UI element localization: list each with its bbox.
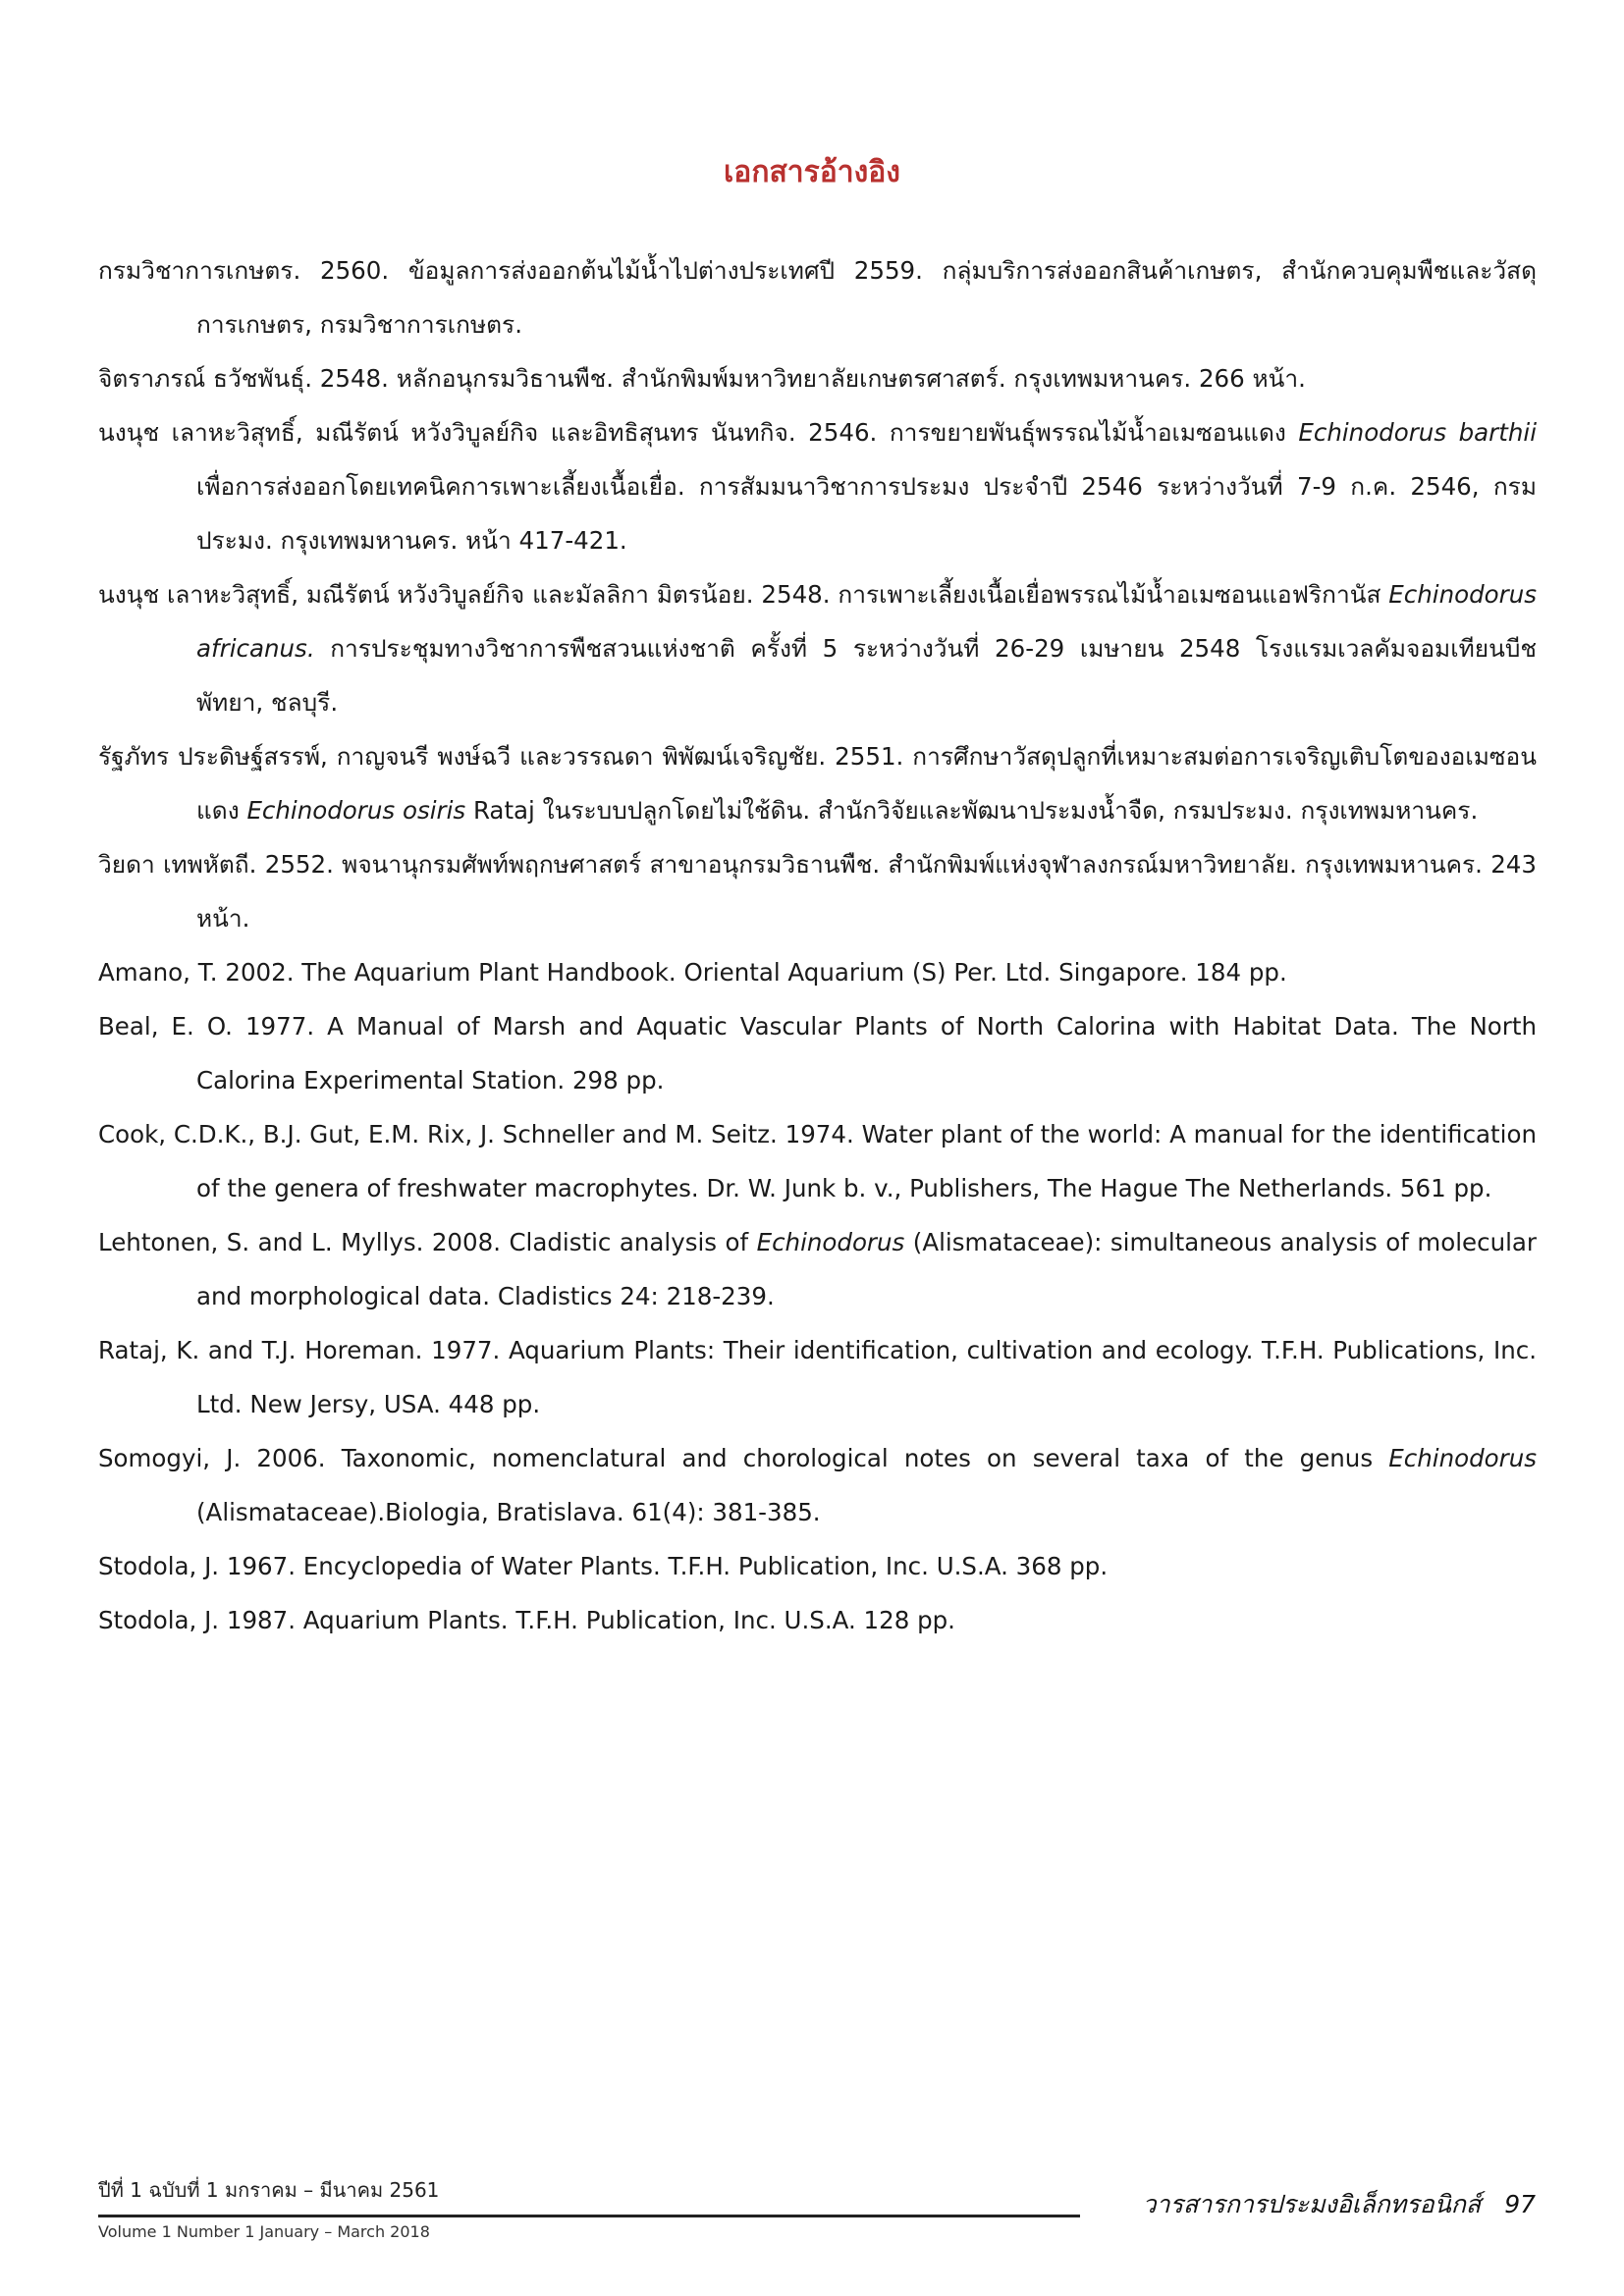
reference-list — [98, 243, 1537, 1647]
journal-name: วารสารการประมงอิเล็กทรอนิกส์ — [1142, 2190, 1482, 2218]
footer-journal — [1143, 2185, 1536, 2224]
reference-item: จิตราภรณ์ ธวัชพันธุ์. 2548. หลักอนุกรมวิธานพืช. สำนักพิมพ์มหาวิทยาลัยเกษตรศาสตร์. กรุงเทพมหานคร. 266 หน้า. — [98, 364, 1306, 393]
reference-item: Amano, T. 2002. The Aquarium Plant Handbook. Oriental Aquarium (S) Per. Ltd. Singapore. 184 pp. — [98, 958, 1287, 987]
reference-item: Cook, C.D.K., B.J. Gut, E.M. Rix, J. Schneller and M. Seitz. 1974. Water plant of the world: A manual for the identification of the genera of freshwater macrophytes. Dr. W. Junk b. v., Publishers, The Hague The Netherlands. 561 pp. — [98, 1120, 1537, 1202]
reference-item: นงนุช เลาหะวิสุทธิ์, มณีรัตน์ หวังวิบูลย์กิจ และมัลลิกา มิตรน้อย. 2548. การเพาะเลี้ยงเนื้อเยื่อพรรณไม้น้ำอเมซอนแอฟริกานัส Echinodorus africanus. การประชุมทางวิชาการพืชสวนแห่งชาติ ครั้งที่ 5 ระหว่างวันที่ 26-29 เมษายน 2548 โรงแรมเวลคัมจอมเทียนบีช พัทยา, ชลบุรี. — [98, 580, 1537, 717]
reference-item: Lehtonen, S. and L. Myllys. 2008. Cladistic analysis of Echinodorus (Alismataceae): simultaneous analysis of molecular and morphological data. Cladistics 24: 218-239. — [98, 1228, 1537, 1310]
reference-item: Stodola, J. 1967. Encyclopedia of Water Plants. T.F.H. Publication, Inc. U.S.A. 368 pp. — [98, 1552, 1109, 1580]
page-number: 97 — [1504, 2190, 1536, 2218]
reference-item: Somogyi, J. 2006. Taxonomic, nomenclatural and chorological notes on several taxa of the genus Echinodorus (Alismataceae).Biologia, Bratislava. 61(4): 381-385. — [98, 1444, 1537, 1526]
reference-item: Stodola, J. 1987. Aquarium Plants. T.F.H. Publication, Inc. U.S.A. 128 pp. — [98, 1606, 955, 1634]
reference-item: นงนุช เลาหะวิสุทธิ์, มณีรัตน์ หวังวิบูลย์กิจ และอิทธิสุนทร นันทกิจ. 2546. การขยายพันธุ์พรรณไม้น้ำอเมซอนแดง Echinodorus barthii เพื่อการส่งออกโดยเทคนิคการเพาะเลี้ยงเนื้อเยื่อ. การสัมมนาวิชาการประมง ประจำปี 2546 ระหว่างวันที่ 7-9 ก.ค. 2546, กรมประมง. กรุงเทพมหานคร. หน้า 417-421. — [98, 418, 1538, 555]
reference-item: Beal, E. O. 1977. A Manual of Marsh and Aquatic Vascular Plants of North Calorina with Habitat Data. The North Calorina Experimental Station. 298 pp. — [98, 1012, 1537, 1095]
footer-divider — [98, 2215, 1080, 2217]
reference-item: รัฐภัทร ประดิษฐ์สรรพ์, กาญจนรี พงษ์ฉวี และวรรณดา พิพัฒน์เจริญชัย. 2551. การศึกษาวัสดุปลูกที่เหมาะสมต่อการเจริญเติบโตของอเมซอนแดง Echinodorus osiris Rataj ในระบบปลูกโดยไม่ใช้ดิน. สำนักวิจัยและพัฒนาประมงน้ำจืด, กรมประมง. กรุงเทพมหานคร. — [98, 742, 1537, 825]
footer-issue-thai: ปีที่ 1 ฉบับที่ 1 มกราคม – มีนาคม 2561 — [98, 2178, 440, 2202]
reference-item: วิยดา เทพหัตถี. 2552. พจนานุกรมศัพท์พฤกษศาสตร์ สาขาอนุกรมวิธานพืช. สำนักพิมพ์แห่งจุฬาลงกรณ์มหาวิทยาลัย. กรุงเทพมหานคร. 243 หน้า. — [98, 850, 1537, 933]
footer-issue-english: Volume 1 Number 1 January – March 2018 — [98, 2222, 430, 2241]
page-title: เอกสารอ้างอิง — [724, 155, 900, 189]
reference-item: Rataj, K. and T.J. Horeman. 1977. Aquarium Plants: Their identification, cultivation and ecology. T.F.H. Publications, Inc. Ltd. New Jersy, USA. 448 pp. — [98, 1336, 1537, 1418]
reference-item: กรมวิชาการเกษตร. 2560. ข้อมูลการส่งออกต้นไม้น้ำไปต่างประเทศปี 2559. กลุ่มบริการส่งออกสินค้าเกษตร, สำนักควบคุมพืชและวัสดุการเกษตร, กรมวิชาการเกษตร. — [98, 256, 1537, 339]
